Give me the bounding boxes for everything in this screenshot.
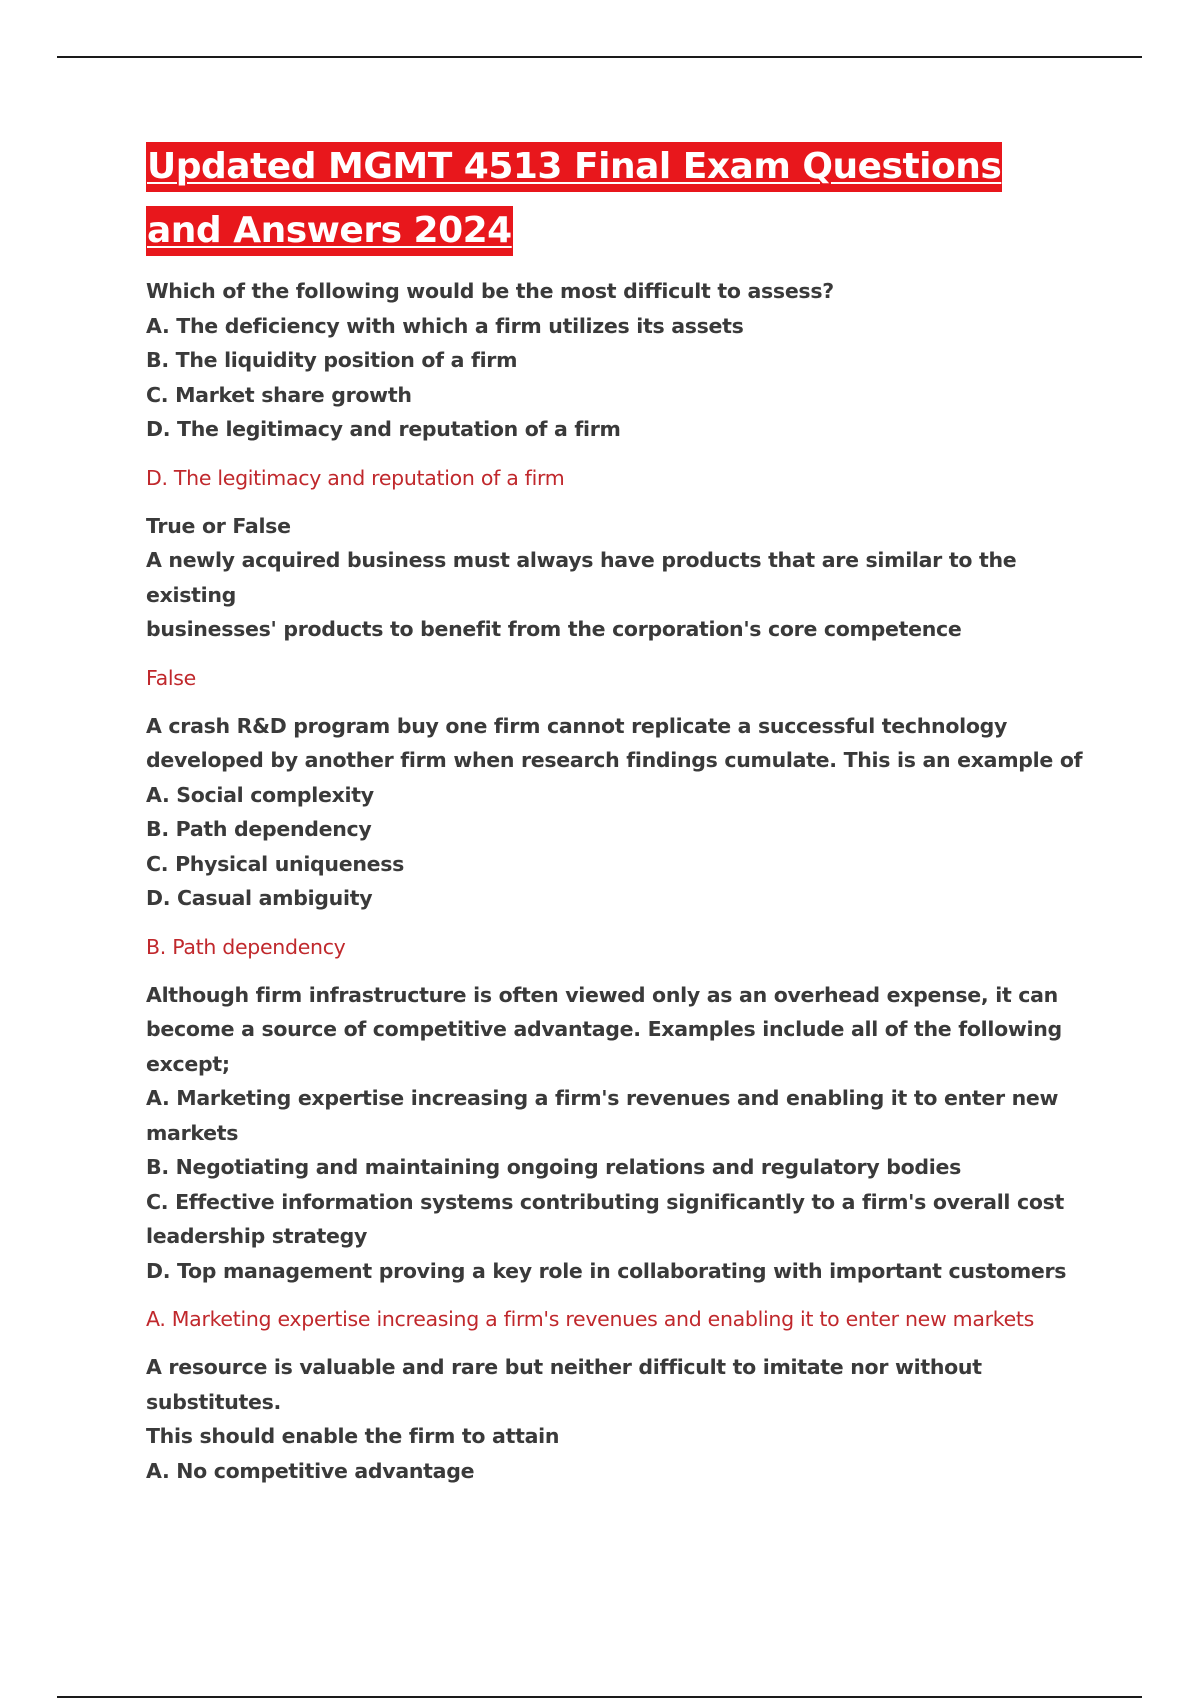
top-rule (57, 56, 1142, 58)
qa-block-4 (146, 978, 1086, 1337)
option-line: A. No competitive advantage (146, 1458, 475, 1483)
option-line: B. Negotiating and maintaining ongoing relations and regulatory bodies (146, 1155, 962, 1179)
option-line: D. Top management proving a key role in collaborating with important customers (146, 1258, 1067, 1283)
question-line: A crash R&D program buy one firm cannot replicate a successful technology (146, 713, 1008, 738)
option-line: B. Path dependency (146, 817, 372, 841)
option-line: A. Social complexity (146, 782, 374, 807)
question-line: developed by another firm when research findings cumulate. This is an example of (146, 748, 1083, 772)
question-line: A newly acquired business must always have products that are similar to the existing (146, 548, 1017, 607)
option-line: leadership strategy (146, 1224, 368, 1248)
question-line: businesses' products to benefit from the corporation's core competence (146, 617, 962, 641)
answer-text: A. Marketing expertise increasing a firm's revenues and enabling it to enter new markets (146, 1307, 1035, 1331)
title-line-2: and Answers 2024 (146, 206, 513, 256)
document-body (146, 142, 1086, 1502)
document-title (146, 142, 1086, 256)
bottom-rule (57, 1696, 1142, 1698)
option-line: C. Physical uniqueness (146, 851, 405, 876)
question-line: True or False (146, 513, 291, 538)
question-line: except; (146, 1051, 230, 1076)
question-line: Which of the following would be the most difficult to assess? (146, 279, 834, 303)
option-line: markets (146, 1120, 239, 1145)
option-line: A. Marketing expertise increasing a firm's revenues and enabling it to enter new (146, 1086, 1059, 1110)
option-line: C. Effective information systems contributing significantly to a firm's overall cost (146, 1189, 1065, 1214)
option-line: D. Casual ambiguity (146, 886, 373, 910)
qa-block-3 (146, 709, 1086, 964)
qa-block-1 (146, 274, 1086, 495)
title-line-1: Updated MGMT 4513 Final Exam Questions (146, 142, 1002, 192)
answer-text: False (146, 665, 196, 690)
option-line: D. The legitimacy and reputation of a firm (146, 417, 621, 441)
answer-text: D. The legitimacy and reputation of a firm (146, 465, 565, 490)
qa-block-2 (146, 509, 1086, 695)
question-line: Although firm infrastructure is often viewed only as an overhead expense, it can (146, 982, 1058, 1007)
question-line: A resource is valuable and rare but neither difficult to imitate nor without substitutes. (146, 1355, 982, 1414)
question-line: This should enable the firm to attain (146, 1424, 560, 1448)
option-line: A. The deficiency with which a firm utilizes its assets (146, 313, 744, 338)
question-line: become a source of competitive advantage. Examples include all of the following (146, 1017, 1062, 1041)
option-line: B. The liquidity position of a firm (146, 348, 518, 372)
qa-block-5 (146, 1350, 1086, 1488)
answer-text: B. Path dependency (146, 934, 346, 959)
option-line: C. Market share growth (146, 382, 412, 407)
